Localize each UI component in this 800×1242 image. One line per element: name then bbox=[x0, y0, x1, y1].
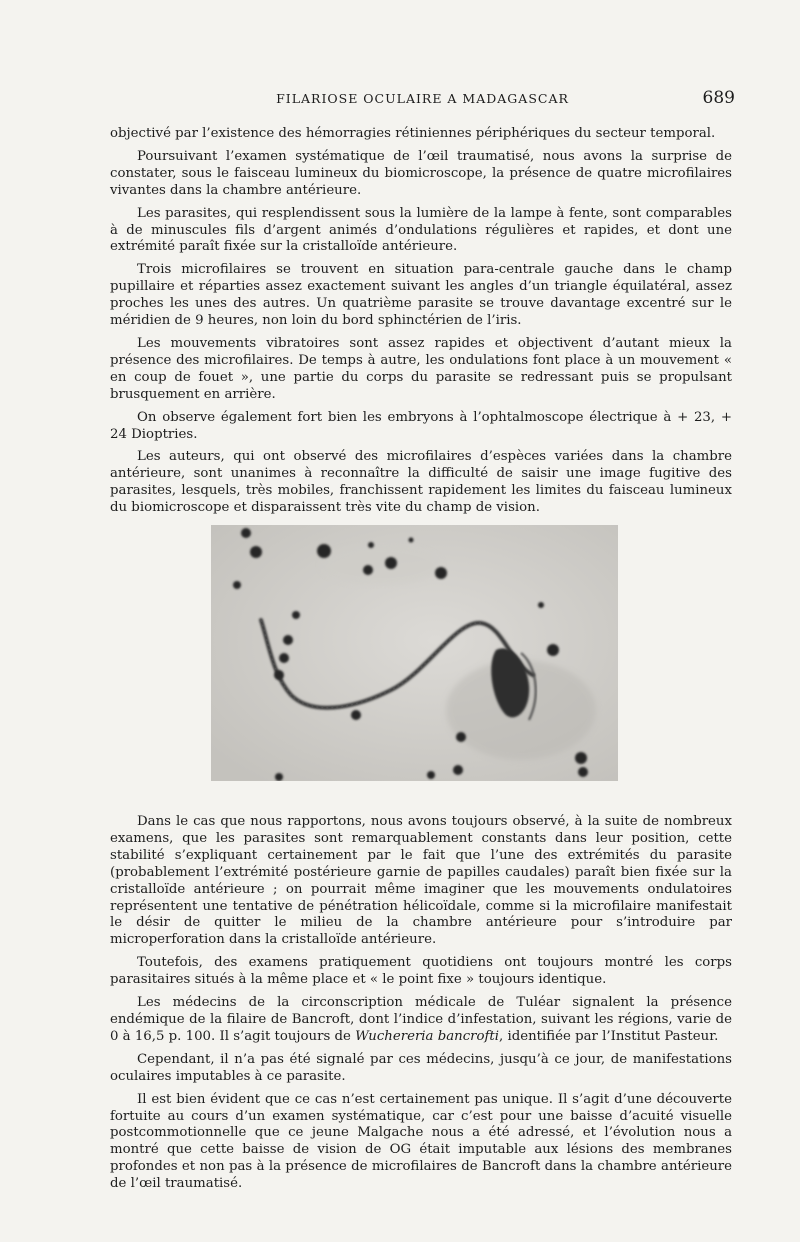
paragraph: Les parasites, qui resplendissent sous la lumière de la lampe à fente, sont comparables à de minuscules fils d’argent animés d’ondulations régulières et rapides, et dont une extrémité paraît fixée sur la cristalloïde antérieure. bbox=[110, 205, 732, 255]
paragraph: Toutefois, des examens pratiquement quotidiens ont toujours montré les corps parasitaires situés à la même place et « le point fixe » toujours identique. bbox=[110, 955, 732, 988]
paragraph: Dans le cas que nous rapportons, nous avons toujours observé, à la suite de nombreux examens, que les parasites sont remarquablement constants dans leur position, cette stabilité s’expliquant certainement par le fait que l’une des extrémités du parasite (probablement l’extrémité postérieure garnie de papilles caudales) paraît bien fixée sur la cristalloïde antérieure ; on pourrait même imaginer que les mouvements ondulatoires représentent une tentative de pénétration hélicoïdale, comme si la microfilaire manifestait le désir de quitter le milieu de la chambre antérieure pour s’introduire par microperforation dans la cristalloïde antérieure. bbox=[110, 814, 732, 948]
species-name: Wuchereria bancrofti bbox=[355, 1028, 500, 1044]
running-title: FILARIOSE OCULAIRE A MADAGASCAR bbox=[276, 91, 569, 106]
paragraph: Les auteurs, qui ont observé des microfilaires d’espèces variées dans la chambre antérieure, sont unanimes à reconnaître la difficulté de saisir une image fugitive des parasites, lesquels, très mobiles, franchissent rapidement les limites du faisceau lumineux du biomicroscope et disparaissent très vite du champ de vision. bbox=[110, 449, 732, 516]
paragraph: Cependant, il n’a pas été signalé par ces médecins, jusqu’à ce jour, de manifestations oculaires imputables à ce parasite. bbox=[110, 1051, 732, 1084]
paragraph: On observe également fort bien les embryons à l’ophtalmoscope électrique à + 23, + 24 Dioptries. bbox=[110, 409, 732, 442]
paragraph: Il est bien évident que ce cas n’est certainement pas unique. Il s’agit d’une découverte fortuite au cours d’un examen systématique, car c’est pour une baisse d’acuité visuelle postcommotionnelle que ce jeune Malgache nous a été adressé, et l’évolution nous a montré que cette baisse de vision de OG était imputable aux lésions des membranes profondes et non pas à la présence de microfilaires de Bancroft dans la chambre antérieure de l’œil traumatisé. bbox=[110, 1091, 732, 1192]
paragraph: Poursuivant l’examen systématique de l’œil traumatisé, nous avons la surprise de constater, sous le faisceau lumineux du biomicroscope, la présence de quatre microfilaires vivantes dans la chambre antérieure. bbox=[110, 148, 732, 198]
paragraph: Trois microfilaires se trouvent en situation para-centrale gauche dans le champ pupillaire et réparties assez exactement suivant les angles d’un triangle équilatéral, assez proches les unes des autres. Un quatrième parasite se trouve davantage excentré sur le méridien de 9 heures, non loin du bord sphinctérien de l’iris. bbox=[110, 262, 732, 329]
micrograph-image bbox=[211, 525, 618, 781]
paragraph-text: , identifiée par l’Institut Pasteur. bbox=[499, 1028, 719, 1044]
microfilaria-photograph bbox=[211, 525, 618, 781]
paragraph bbox=[110, 995, 732, 1046]
paragraph: objectivé par l’existence des hémorragies rétiniennes périphériques du secteur temporal. bbox=[110, 126, 716, 141]
text-block-top bbox=[110, 126, 732, 523]
paragraph-text: Les médecins de la circonscription médicale de Tuléar signalent la présence endémique de la filaire de Bancroft, dont l’indice d’infestation, suivant les régions, varie de 0 à 16,5 p. 100. Il s’agit toujours de bbox=[110, 995, 732, 1044]
page-number: 689 bbox=[702, 88, 735, 108]
running-header bbox=[110, 88, 735, 112]
text-block-bottom bbox=[110, 814, 732, 1199]
paragraph: Les mouvements vibratoires sont assez rapides et objectivent d’autant mieux la présence des microfilaires. De temps à autre, les ondulations font place à un mouvement « en coup de fouet », une partie du corps du parasite se redressant puis se propulsant brusquement en arrière. bbox=[110, 335, 732, 402]
